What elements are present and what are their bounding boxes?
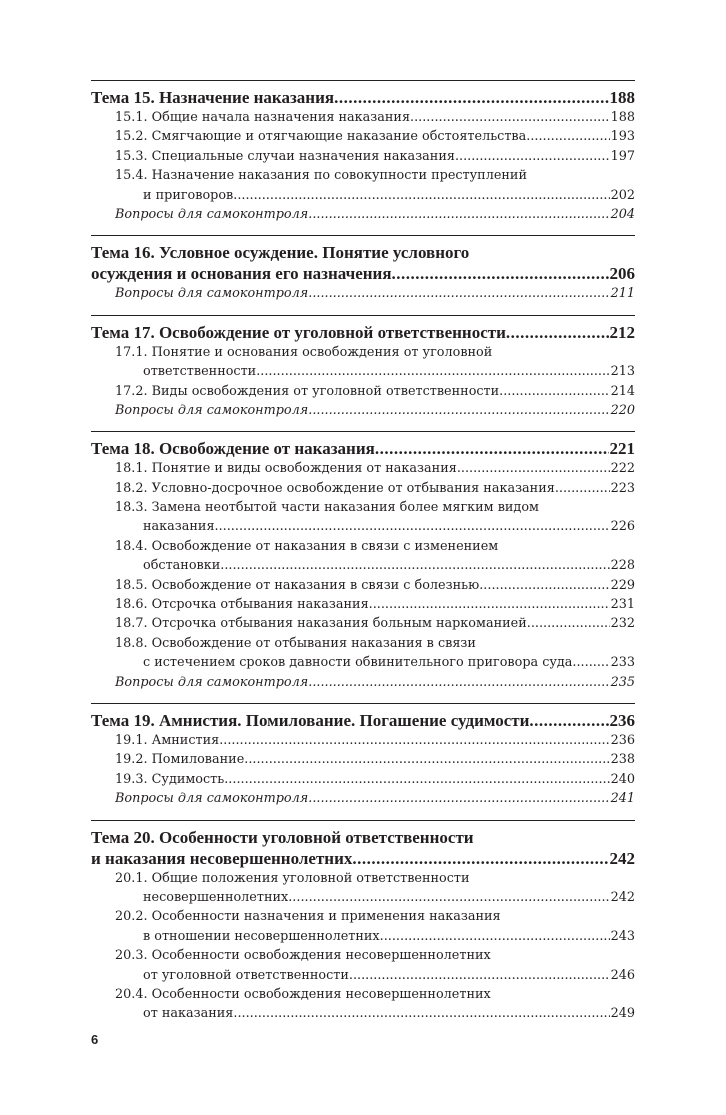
toc-entry-title-line: 18.8. Освобождение от отбывания наказания в связи: [115, 635, 476, 651]
toc-entry-line: [115, 750, 635, 769]
toc-topic-title: и наказания несовершеннолетних: [91, 848, 353, 868]
toc-entry-title: 18.2. Условно-досрочное освобождение от отбывания наказания: [115, 480, 555, 496]
toc-page-number: 223: [610, 480, 635, 496]
toc-page-number: 213: [610, 364, 635, 380]
toc-entry-line: [115, 127, 635, 146]
toc-entry-title: 19.1. Амнистия: [115, 732, 220, 748]
toc-entry-title: 18.1. Понятие и виды освобождения от наказания: [115, 461, 457, 477]
toc-topic-line: [91, 87, 635, 108]
toc-page-number: 229: [610, 577, 635, 593]
toc-entry-title: с истечением сроков давности обвинительного приговора суда: [143, 655, 573, 671]
toc-subsection-entry[interactable]: [91, 537, 635, 576]
toc-entry-line: [115, 459, 635, 478]
toc-topic-title: Тема 17. Освобождение от уголовной ответственности: [91, 322, 506, 342]
toc-subsection-entry[interactable]: [91, 108, 635, 127]
toc-entry-title-line: 20.1. Общие положения уголовной ответственности: [115, 870, 470, 886]
toc-topic-line: [91, 322, 635, 343]
toc-entry-title: от наказания: [143, 1006, 234, 1022]
toc-topic-title-line: Тема 20. Особенности уголовной ответственности: [91, 827, 474, 847]
toc-topic-title: Тема 18. Освобождение от наказания: [91, 439, 375, 459]
toc-subsection-entry[interactable]: [91, 731, 635, 750]
dot-leader: [369, 595, 610, 614]
toc-entry-title: 18.6. Отсрочка отбывания наказания: [115, 597, 369, 613]
toc-entry-line: [115, 382, 635, 401]
toc-page-number: 236: [610, 732, 635, 748]
dot-leader: [219, 731, 609, 750]
dot-leader: [380, 927, 610, 946]
toc-page-number: 211: [610, 286, 635, 302]
toc-topic-heading[interactable]: [91, 827, 635, 869]
toc-section: [91, 431, 635, 692]
toc-entry-title-line: 20.4. Особенности освобождения несовершеннолетних: [115, 986, 491, 1002]
dot-leader: [410, 108, 610, 127]
toc-entry-title: Вопросы для самоконтроля: [115, 791, 309, 807]
toc-subsection-entry[interactable]: [91, 634, 635, 673]
toc-subsection-entry[interactable]: [91, 907, 635, 946]
toc-subsection-entry[interactable]: [91, 127, 635, 146]
toc-page-number: 240: [610, 771, 635, 787]
dot-leader: [308, 789, 609, 808]
toc-self-check-entry[interactable]: [91, 205, 635, 224]
toc-subsection-entry[interactable]: [91, 498, 635, 537]
toc-entry-title: 19.2. Помилование: [115, 752, 245, 768]
toc-entry-line: [115, 673, 635, 692]
toc-subsection-entry[interactable]: [91, 166, 635, 205]
dot-leader: [308, 205, 609, 224]
toc-section: [91, 235, 635, 303]
toc-entry-line: [115, 595, 635, 614]
dot-leader: [392, 263, 609, 284]
toc-subsection-entry[interactable]: [91, 459, 635, 478]
toc-page-number: 232: [610, 616, 635, 632]
toc-section: [91, 820, 635, 1024]
toc-subsection-entry[interactable]: [91, 343, 635, 382]
toc-entry-line: [115, 479, 635, 498]
dot-leader: [220, 556, 609, 575]
toc-entry-line: [115, 888, 635, 907]
toc-subsection-entry[interactable]: [91, 770, 635, 789]
toc-entry-title: 18.7. Отсрочка отбывания наказания больным наркоманией: [115, 616, 527, 632]
toc-page-number: 231: [610, 597, 635, 613]
toc-entry-title: 18.5. Освобождение от наказания в связи с болезнью: [115, 577, 480, 593]
dot-leader: [256, 362, 609, 381]
toc-subsection-entry[interactable]: [91, 147, 635, 166]
toc-page-number: 214: [610, 383, 635, 399]
toc-entry-title-line: 20.3. Особенности освобождения несовершеннолетних: [115, 948, 491, 964]
table-of-contents: [91, 80, 635, 1035]
toc-page-number: 202: [610, 187, 635, 203]
toc-subsection-entry[interactable]: [91, 985, 635, 1024]
toc-entry-title: 17.2. Виды освобождения от уголовной ответственности: [115, 383, 500, 399]
toc-page-number: 212: [609, 322, 635, 342]
toc-self-check-entry[interactable]: [91, 284, 635, 303]
toc-entry-line: [115, 966, 635, 985]
toc-topic-title: Тема 19. Амнистия. Помилование. Погашение судимости: [91, 710, 530, 730]
dot-leader: [455, 147, 610, 166]
toc-subsection-entry[interactable]: [91, 750, 635, 769]
toc-entry-line: [115, 653, 635, 672]
toc-entry-line: [115, 108, 635, 127]
toc-entry-title: от уголовной ответственности: [143, 967, 349, 983]
dot-leader: [527, 614, 610, 633]
toc-page-number: 222: [610, 461, 635, 477]
toc-entry-title-line: 18.4. Освобождение от наказания в связи с изменением: [115, 538, 499, 554]
toc-subsection-entry[interactable]: [91, 595, 635, 614]
dot-leader: [529, 710, 608, 731]
toc-entry-title: Вопросы для самоконтроля: [115, 286, 309, 302]
toc-topic-title-line: Тема 16. Условное осуждение. Понятие условного: [91, 243, 470, 263]
toc-page-number: 188: [609, 88, 635, 107]
toc-entry-title: 15.2. Смягчающие и отягчающие наказание обстоятельства: [115, 129, 527, 145]
toc-page-number: 197: [610, 148, 635, 164]
toc-entry-line: [115, 927, 635, 946]
toc-entry-title: наказания: [143, 519, 215, 535]
toc-entry-line: [115, 789, 635, 808]
toc-topic-title: осуждения и основания его назначения: [91, 264, 392, 284]
toc-entry-line: [115, 731, 635, 750]
toc-entry-title: Вопросы для самоконтроля: [115, 674, 309, 690]
dot-leader: [308, 673, 609, 692]
dot-leader: [457, 459, 610, 478]
toc-page-number: 236: [609, 710, 635, 730]
toc-page-number: 193: [610, 129, 635, 145]
toc-entry-title: несовершеннолетних: [143, 889, 289, 905]
dot-leader: [555, 479, 610, 498]
toc-entry-line: [115, 401, 635, 420]
toc-page-number: 241: [610, 791, 635, 807]
toc-page-number: 204: [610, 206, 635, 222]
toc-page-number: 221: [609, 439, 635, 459]
toc-entry-line: [115, 517, 635, 536]
toc-page-number: 242: [610, 889, 635, 905]
dot-leader: [526, 127, 609, 146]
toc-entry-line: [115, 284, 635, 303]
toc-entry-title: ответственности: [143, 364, 257, 380]
toc-entry-title: Вопросы для самоконтроля: [115, 206, 309, 222]
toc-page-number: 246: [610, 967, 635, 983]
toc-entry-line: [115, 362, 635, 381]
toc-entry-title-line: 15.4. Назначение наказания по совокупности преступлений: [115, 168, 527, 184]
dot-leader: [233, 186, 609, 205]
toc-entry-title: 15.3. Специальные случаи назначения наказания: [115, 148, 455, 164]
toc-page-number: 242: [609, 848, 635, 868]
toc-topic-heading[interactable]: [91, 322, 635, 343]
toc-entry-title: Вопросы для самоконтроля: [115, 402, 309, 418]
toc-subsection-entry[interactable]: [91, 382, 635, 401]
toc-topic-line: [91, 710, 635, 731]
toc-entry-title: 19.3. Судимость: [115, 771, 225, 787]
dot-leader: [352, 848, 608, 869]
toc-topic-title: Тема 15. Назначение наказания: [91, 88, 335, 107]
toc-page-number: 188: [610, 110, 635, 125]
toc-self-check-entry[interactable]: [91, 401, 635, 420]
toc-page-number: 228: [610, 558, 635, 574]
toc-entry-title-line: 18.3. Замена неотбытой части наказания более мягким видом: [115, 500, 539, 516]
dot-leader: [233, 1004, 609, 1023]
toc-entry-line: [115, 1004, 635, 1023]
dot-leader: [288, 888, 609, 907]
toc-page-number: 233: [610, 655, 635, 671]
toc-topic-heading[interactable]: [91, 87, 635, 108]
dot-leader: [506, 322, 609, 343]
toc-section: [91, 80, 635, 224]
toc-page-number: 243: [610, 928, 635, 944]
toc-entry-title: обстановки: [143, 558, 221, 574]
dot-leader: [308, 284, 609, 303]
toc-entry-title-line: 20.2. Особенности назначения и применения наказания: [115, 909, 501, 925]
dot-leader: [349, 966, 610, 985]
dot-leader: [375, 438, 609, 459]
toc-entry-line: [115, 205, 635, 224]
toc-entry-line: [115, 186, 635, 205]
toc-entry-line: [115, 556, 635, 575]
dot-leader: [244, 750, 609, 769]
toc-page-number: 249: [610, 1006, 635, 1022]
toc-subsection-entry[interactable]: [91, 946, 635, 985]
toc-page-number: 238: [610, 752, 635, 768]
toc-topic-line: [91, 848, 635, 869]
dot-leader: [308, 401, 609, 420]
toc-section: [91, 703, 635, 809]
dot-leader: [215, 517, 610, 536]
toc-page-number: 220: [610, 402, 635, 418]
toc-entry-title-line: 17.1. Понятие и основания освобождения от уголовной: [115, 344, 493, 360]
toc-self-check-entry[interactable]: [91, 789, 635, 808]
toc-subsection-entry[interactable]: [91, 479, 635, 498]
toc-entry-line: [115, 614, 635, 633]
dot-leader: [572, 653, 609, 672]
toc-self-check-entry[interactable]: [91, 673, 635, 692]
toc-entry-title: в отношении несовершеннолетних: [143, 928, 380, 944]
toc-subsection-entry[interactable]: [91, 576, 635, 595]
toc-topic-line: [91, 263, 635, 284]
dot-leader: [479, 576, 609, 595]
dot-leader: [499, 382, 609, 401]
toc-subsection-entry[interactable]: [91, 869, 635, 908]
toc-entry-line: [115, 576, 635, 595]
toc-topic-line: [91, 438, 635, 459]
dot-leader: [334, 87, 608, 108]
toc-section: [91, 315, 635, 421]
toc-entry-line: [115, 770, 635, 789]
toc-page-number: 206: [609, 264, 635, 284]
toc-topic-heading[interactable]: [91, 438, 635, 459]
toc-entry-title: 15.1. Общие начала назначения наказания: [115, 110, 411, 125]
toc-subsection-entry[interactable]: [91, 614, 635, 633]
dot-leader: [224, 770, 609, 789]
toc-topic-heading[interactable]: [91, 242, 635, 284]
toc-entry-line: [115, 147, 635, 166]
page-number: 6: [91, 1032, 99, 1047]
toc-page-number: 226: [610, 519, 635, 535]
toc-page-number: 235: [610, 674, 635, 690]
toc-entry-title: и приговоров: [143, 187, 234, 203]
toc-topic-heading[interactable]: [91, 710, 635, 731]
